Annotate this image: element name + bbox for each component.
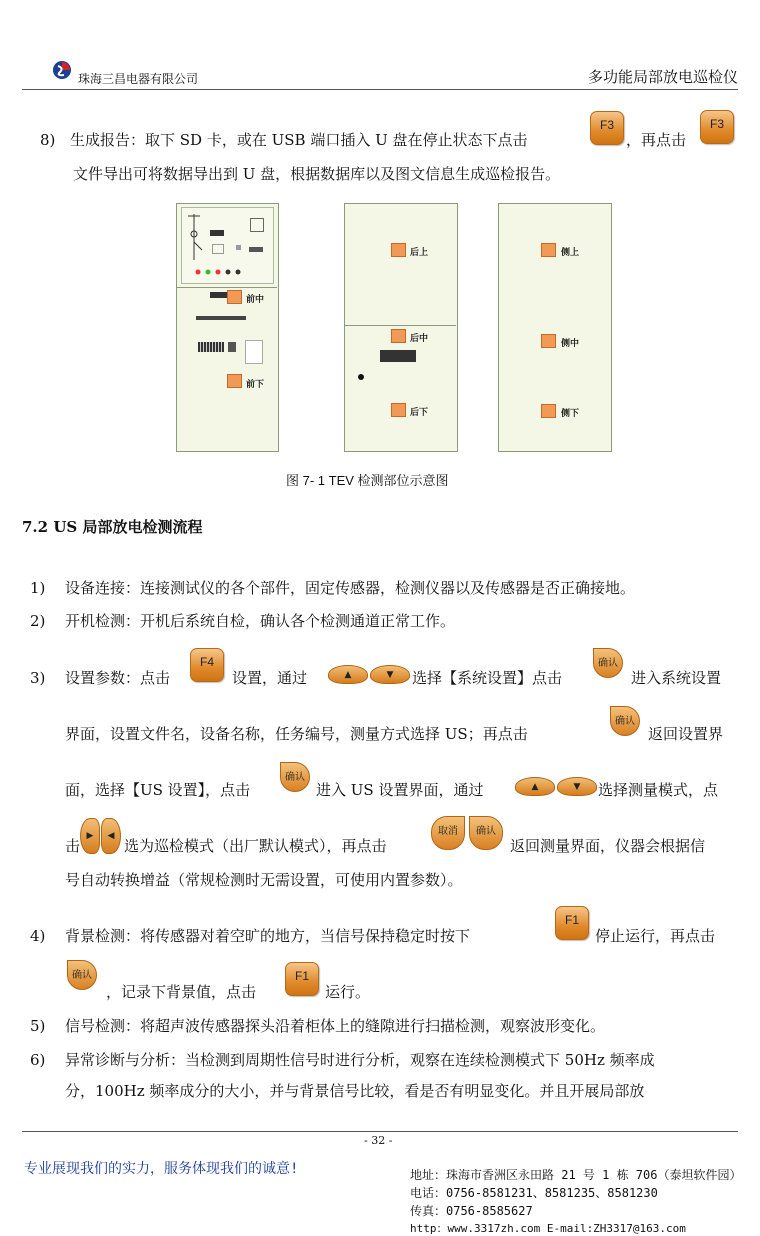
marker-back-up xyxy=(391,243,406,257)
s1-num: 1) xyxy=(30,579,46,597)
nameplate xyxy=(245,340,263,364)
header-product: 多功能局部放电巡检仪 xyxy=(587,68,738,86)
s3-l: 返回测量界面，仪器会根据信 xyxy=(510,837,706,855)
vent-slots-3 xyxy=(228,342,236,352)
f4-key-icon: F4 xyxy=(190,648,224,682)
label-back-mid: 后中 xyxy=(410,333,429,343)
confirm-key-icon: 确认 xyxy=(593,648,623,678)
f3-key-icon: F3 xyxy=(590,111,624,145)
panel-meter xyxy=(249,247,263,252)
s2-num: 2) xyxy=(30,612,46,630)
header-rule xyxy=(22,89,738,90)
marker-side-up xyxy=(541,243,556,257)
s3-e: 界面，设置文件名，设备名称，任务编号，测量方式选择 US；再点击 xyxy=(65,725,528,743)
down-arrow-key-icon: ▼ xyxy=(370,665,410,684)
f1-key-icon: F1 xyxy=(285,962,319,996)
section-title: 7.2 US 局部放电检测流程 xyxy=(22,518,203,536)
up-arrow-key-icon: ▲ xyxy=(328,665,368,684)
footer-fax: 传真：0756-8585627 xyxy=(410,1204,533,1218)
s3-m: 号自动转换增益（常规检测时无需设置，可使用内置参数）。 xyxy=(65,871,463,889)
s6-num: 6) xyxy=(30,1051,46,1069)
s6-line2: 分，100Hz 频率成分的大小，并与背景信号比较，看是否有明显变化。并且开展局部放 xyxy=(65,1082,645,1100)
confirm-key-icon: 确认 xyxy=(67,960,97,990)
s4-num: 4) xyxy=(30,927,46,945)
label-back-low: 后下 xyxy=(410,407,429,417)
s3-a: 设置参数：点击 xyxy=(65,669,171,687)
panel-window xyxy=(250,218,264,232)
s3-h: 进入 US 设置界面，通过 xyxy=(316,781,484,799)
footer-web: http：www.3317zh.com E-mail:ZH3317@163.com xyxy=(410,1222,686,1235)
s1-text: 设备连接：连接测试仪的各个部件，固定传感器，检测仪器以及传感器是否正确接地。 xyxy=(65,579,636,597)
f3-key-icon: F3 xyxy=(700,110,734,144)
left-arrow-key-icon: ◀ xyxy=(101,818,121,854)
indicator-lights-icon xyxy=(194,268,244,276)
s3-c: 选择【系统设置】点击 xyxy=(412,669,563,687)
front-cabinet-divider xyxy=(176,287,277,288)
f1-key-icon: F1 xyxy=(555,906,589,940)
step8-line1a: 生成报告：取下 SD 卡，或在 USB 端口插入 U 盘在停止状态下点击 xyxy=(70,131,528,149)
marker-front-low xyxy=(227,374,242,388)
s4-a: 背景检测：将传感器对着空旷的地方，当信号保持稳定时按下 xyxy=(65,927,471,945)
s5-num: 5) xyxy=(30,1017,46,1035)
vent-slots-2 xyxy=(198,342,224,352)
label-side-low: 侧下 xyxy=(561,408,580,418)
panel-button xyxy=(236,245,241,250)
label-side-mid: 侧中 xyxy=(561,338,580,348)
s2-text: 开机检测：开机后系统自检，确认各个检测通道正常工作。 xyxy=(65,612,456,630)
marker-side-mid xyxy=(541,334,556,348)
back-display xyxy=(380,350,416,362)
marker-front-mid xyxy=(227,290,242,304)
s4-b: 停止运行，再点击 xyxy=(595,927,716,945)
s3-k: 选为巡检模式（出厂默认模式），再点击 xyxy=(124,837,387,855)
down-arrow-key-icon: ▼ xyxy=(557,777,597,796)
s3-g: 面，选择【US 设置】，点击 xyxy=(65,781,251,799)
figure-caption: 图 7- 1 TEV 检测部位示意图 xyxy=(286,473,449,488)
up-arrow-key-icon: ▲ xyxy=(515,777,555,796)
label-front-mid: 前中 xyxy=(246,294,265,304)
s3-j: 击 xyxy=(65,837,81,855)
label-side-up: 侧上 xyxy=(561,247,580,257)
panel-gauge xyxy=(212,244,224,254)
s4-d: 运行。 xyxy=(325,983,371,1001)
company-logo xyxy=(52,60,72,80)
confirm-key-icon: 确认 xyxy=(610,706,640,736)
footer-slogan: 专业展现我们的实力，服务体现我们的诚意! xyxy=(24,1161,299,1177)
s3-d: 进入系统设置 xyxy=(631,669,722,687)
panel-display xyxy=(210,230,224,236)
marker-back-low xyxy=(391,403,406,417)
marker-side-low xyxy=(541,404,556,418)
cancel-key-icon: 取消 xyxy=(431,816,465,850)
label-front-low: 前下 xyxy=(246,379,265,389)
confirm-key-icon: 确认 xyxy=(280,762,310,792)
footer-phone: 电话：0756-8581231、8581235、8581230 xyxy=(410,1186,658,1200)
step8-num: 8) xyxy=(40,131,56,149)
s4-c: ，记录下背景值，点击 xyxy=(106,983,257,1001)
s6-line1: 异常诊断与分析：当检测到周期性信号时进行分析，观察在连续检测模式下 50Hz 频率成 xyxy=(65,1051,655,1069)
s5-text: 信号检测：将超声波传感器探头沿着柜体上的缝隙进行扫描检测，观察波形变化。 xyxy=(65,1017,606,1035)
footer-rule xyxy=(22,1131,738,1132)
back-cabinet-divider xyxy=(344,325,456,326)
page-number: - 32 - xyxy=(364,1134,393,1147)
switch-schematic-icon xyxy=(186,212,212,262)
header-company: 珠海三昌电器有限公司 xyxy=(78,72,199,86)
confirm-key-icon: 确认 xyxy=(469,816,503,850)
back-knob xyxy=(358,374,364,380)
s3-num: 3) xyxy=(30,669,46,687)
right-arrow-key-icon: ▶ xyxy=(80,818,100,854)
vent-slots xyxy=(196,316,246,320)
step8-line2: 文件导出可将数据导出到 U 盘，根据数据库以及图文信息生成巡检报告。 xyxy=(73,165,561,183)
footer-address: 地址：珠海市香洲区永田路 21 号 1 栋 706（泰坦软件园） xyxy=(410,1168,742,1182)
step8-line1b: ，再点击 xyxy=(626,131,687,149)
s3-f: 返回设置界 xyxy=(648,725,724,743)
label-back-up: 后上 xyxy=(410,247,429,257)
s3-i: 选择测量模式，点 xyxy=(598,781,719,799)
marker-back-mid xyxy=(391,329,406,343)
s3-b: 设置，通过 xyxy=(232,669,308,687)
